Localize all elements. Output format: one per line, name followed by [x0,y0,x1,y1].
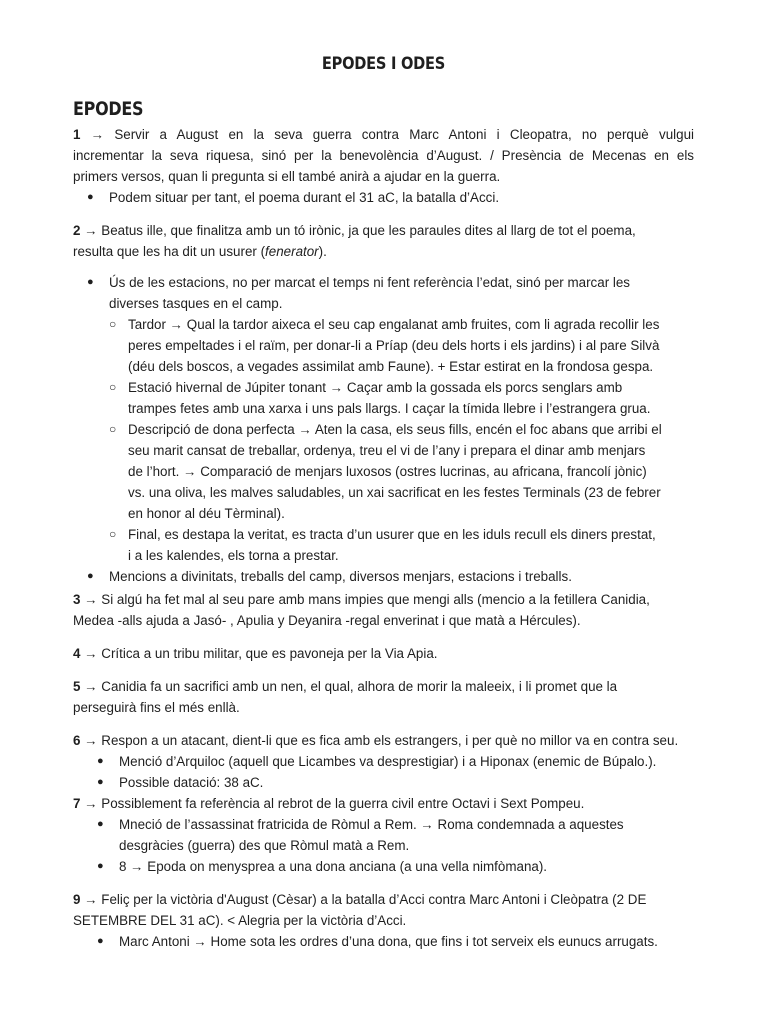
paragraph-line: → Feliç per la victòria d'August (Cèsar) a la batalla d’Acci contra Marc Antoni i Cleòpatra (2 DE [84,892,647,907]
bullet-icon: ● [97,935,104,947]
paragraph-line: resulta que les ha dit un usurer (fenerator). [73,244,327,259]
paragraph-line: primers versos, quan li pregunta si ell també anirà a ajudar en la guerra. [73,169,501,184]
list-item: ● Mencions a divinitats, treballs del camp, diversos menjars, estacions i treballs. [73,566,694,587]
bullet-icon: ● [87,191,94,203]
section-heading-epodes: EPODES [73,98,144,120]
epode-number: 7 [73,796,81,811]
epode-number: 4 [73,646,81,661]
sub-list-item: ○ Estació hivernal de Júpiter tonant → Caçar amb la gossada els porcs senglars amb trampes fetes amb una xarxa i uns pals llargs. I caçar la tímida llebre i l’estrangera grua. [73,377,694,419]
bullet-icon: ● [87,570,94,582]
sub-list-item: ○ Final, es destapa la veritat, es tracta d’un usurer que en les iduls recull els diners prestat, i a les kalendes, els torna a prestar. [73,524,694,566]
document-title: EPODES I ODES [321,54,446,74]
epode-number: 1 [73,127,81,142]
list-item: ● Menció d’Arquiloc (aquell que Licambes va desprestigiar) i a Hiponax (enemic de Búpalo.). [73,751,694,772]
paragraph-line: → Respon a un atacant, dient-li que es fica amb els estrangers, i per què no millor va en contra seu. [84,733,679,748]
paragraph-line: → Crítica a un tribu militar, que es pavoneja per la Via Apia. [84,646,438,661]
bullet-icon: ● [97,860,104,872]
epode-3 [73,589,694,631]
paragraph-line: SETEMBRE DEL 31 aC). < Alegria per la victòria d’Acci. [73,913,407,928]
epode-number: 9 [73,892,81,907]
circle-bullet-icon: ○ [109,527,117,541]
epode-7 [73,793,694,877]
paragraph-line: → Servir a August en la seva guerra contra Marc Antoni i Cleopatra, no perquè vulgui [90,127,694,142]
epode-number: 6 [73,733,81,748]
sub-list-item: ○ Descripció de dona perfecta → Aten la casa, els seus fills, encén el foc abans que arribi el seu marit cansat de treballar, ordenya, treu el vi de l’any i prepara el dinar amb menjars de l’hort. → Comparació de menjars luxosos (ostres lucrinas, au africana, francolí jònic) vs. una oliva, les malves saludables, un xai sacrificat en les festes Terminals (23 de febrer en honor al déu Tèrminal). [73,419,694,524]
paragraph-line: → Possiblement fa referència al rebrot de la guerra civil entre Octavi i Sext Pompeu. [84,796,585,811]
paragraph-line: incrementar la seva riquesa, sinó per la benevolència d’August. / Presència de Mecenas en els [73,148,694,163]
epode-number: 2 [73,223,81,238]
paragraph-line: Medea -alls ajuda a Jasó- , Apulia y Deyanira -regal enverinat i que matà a Hércules). [73,613,581,628]
paragraph-line: → Si algú ha fet mal al seu pare amb mans impies que mengi alls (mencio a la fetillera Canidia, [84,592,650,607]
bullet-icon: ● [97,755,104,767]
circle-bullet-icon: ○ [109,317,117,331]
bullet-icon: ● [87,276,94,288]
epode-5 [73,676,694,718]
epode-number: 5 [73,679,81,694]
list-item: ● 8 → Epoda on menyspreа a una dona anciana (a una vella nimfòmana). [73,856,694,877]
list-item: ● Podem situar per tant, el poema durant el 31 aC, la batalla d’Acci. [73,187,694,208]
epode-number: 3 [73,592,81,607]
list-item: ● Possible datació: 38 aC. [73,772,694,793]
epode-2 [73,220,694,587]
list-item: ● Ús de les estacions, no per marcat el temps ni fent referència l’edat, sinó per marcar les diverses tasques en el camp. [73,272,694,314]
epode-9 [73,889,694,952]
circle-bullet-icon: ○ [109,422,117,436]
epode-1 [73,124,694,208]
paragraph-line: perseguirà fins el més enllà. [73,700,240,715]
paragraph-line: → Canidia fa un sacrifici amb un nen, el qual, alhora de morir la maleeix, i li promet que la [84,679,618,694]
list-item: ● Mneció de l’assassinat fratricida de Ròmul a Rem. → Roma condemnada a aquestes desgràcies (guerra) des que Ròmul matà a Rem. [73,814,694,856]
epode-6 [73,730,694,793]
sub-list-item: ○ Tardor → Qual la tardor aixeca el seu cap engalanat amb fruites, com li agrada recollir les peres empeltades i el raïm, per donar-li a Príap (deu dels horts i els jardins) i al pare Silvà (déu dels boscos, a vegades assimilat amb Faune). + Estar estirat en la frondosa gespa. [73,314,694,377]
circle-bullet-icon: ○ [109,380,117,394]
bullet-icon: ● [97,776,104,788]
bullet-icon: ● [97,818,104,830]
paragraph-line: → Beatus ille, que finalitza amb un tó irònic, ja que les paraules dites al llarg de tot el poema, [84,223,636,238]
epode-4 [73,643,694,664]
list-item: ● Marc Antoni → Home sota les ordres d’una dona, que fins i tot serveix els eunucs arrugats. [73,931,694,952]
